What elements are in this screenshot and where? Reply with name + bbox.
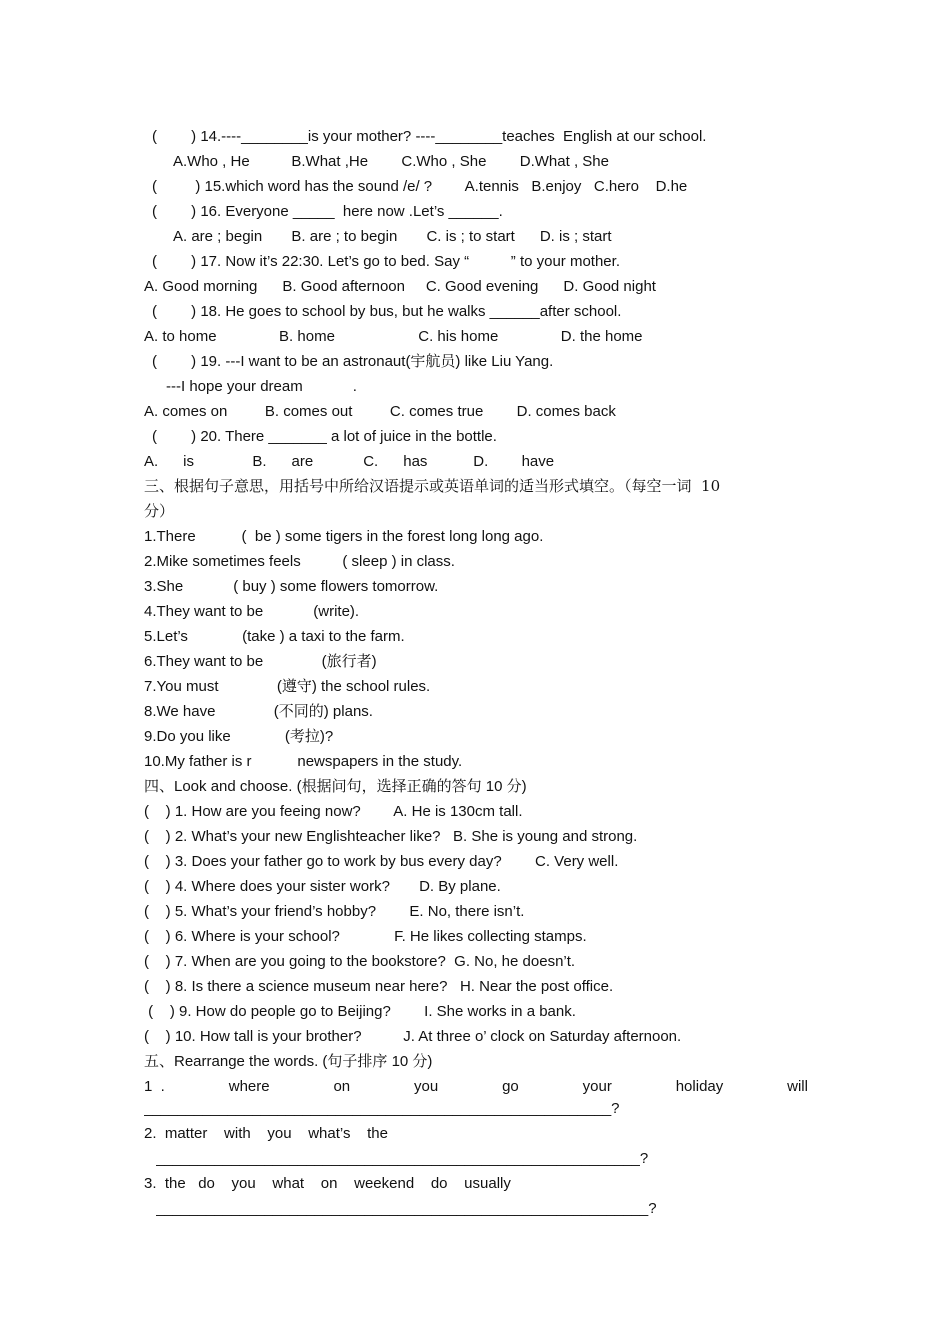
word: 1 . — [144, 1078, 165, 1095]
match-item: ( ) 2. What’s your new Englishteacher like? B. She is young and strong. — [144, 828, 638, 845]
question-20-options: A. is B. are C. has D. have — [144, 453, 555, 470]
match-item: ( ) 9. How do people go to Beijing? I. She works in a bank. — [144, 1003, 576, 1020]
question-19-options: A. comes on B. comes out C. comes true D. comes back — [144, 403, 616, 420]
word: where — [228, 1078, 270, 1095]
question-17-options: A. Good morning B. Good afternoon C. Good evening D. Good night — [144, 278, 656, 295]
match-item: ( ) 4. Where does your sister work? D. By plane. — [144, 878, 501, 895]
word: your — [582, 1078, 612, 1095]
word: holiday — [675, 1078, 724, 1095]
question-20: ( ) 20. There _______ a lot of juice in the bottle. — [152, 428, 497, 445]
answer-line[interactable]: __________________________________________________________? — [156, 1150, 649, 1167]
question-14-options: A.Who , He B.What ,He C.Who , She D.What , She — [173, 153, 609, 170]
question-19-response: ---I hope your dream . — [166, 378, 357, 395]
fill-item: 9.Do you like (考拉)? — [144, 728, 334, 745]
answer-line[interactable]: ________________________________________________________? — [144, 1100, 620, 1117]
fill-item: 10.My father is r newspapers in the study. — [144, 753, 463, 770]
question-14: ( ) 14.----________is your mother? ----________teaches English at our school. — [152, 128, 707, 145]
word: will — [787, 1078, 808, 1095]
fill-item: 2.Mike sometimes feels ( sleep ) in class. — [144, 553, 455, 570]
match-item: ( ) 10. How tall is your brother? J. At three o’ clock on Saturday afternoon. — [144, 1028, 682, 1045]
match-item: ( ) 7. When are you going to the bookstore? G. No, he doesn’t. — [144, 953, 576, 970]
question-16-options: A. are ; begin B. are ; to begin C. is ; to start D. is ; start — [173, 228, 612, 245]
rearrange-2-words: 2. matter with you what’s the — [144, 1125, 388, 1142]
section-4-title: 四、Look and choose. (根据问句，选择正确的答句 10 分) — [144, 778, 527, 795]
question-19: ( ) 19. ---I want to be an astronaut(宇航员) like Liu Yang. — [152, 353, 554, 370]
question-16: ( ) 16. Everyone _____ here now .Let’s ______. — [152, 203, 503, 220]
section-3-title-cont: 分） — [144, 502, 175, 520]
section-3-title: 三、根据句子意思，用括号中所给汉语提示或英语单词的适当形式填空。（每空一词 10 — [144, 477, 721, 495]
match-item: ( ) 6. Where is your school? F. He likes collecting stamps. — [144, 928, 587, 945]
word: you — [414, 1078, 439, 1095]
fill-item: 4.They want to be (write). — [144, 603, 360, 620]
rearrange-3-words: 3. the do you what on weekend do usually — [144, 1175, 511, 1192]
answer-line[interactable]: ___________________________________________________________? — [156, 1200, 657, 1217]
match-item: ( ) 3. Does your father go to work by bus every day? C. Very well. — [144, 853, 619, 870]
question-18: ( ) 18. He goes to school by bus, but he walks ______after school. — [152, 303, 622, 320]
question-17: ( ) 17. Now it’s 22:30. Let’s go to bed. Say “ ” to your mother. — [152, 253, 620, 270]
match-item: ( ) 8. Is there a science museum near here? H. Near the post office. — [144, 978, 614, 995]
question-18-options: A. to home B. home C. his home D. the home — [144, 328, 643, 345]
fill-item: 1.There ( be ) some tigers in the forest long long ago. — [144, 528, 544, 545]
word: go — [502, 1078, 519, 1095]
fill-item: 6.They want to be (旅行者) — [144, 653, 377, 670]
fill-item: 5.Let’s (take ) a taxi to the farm. — [144, 628, 405, 645]
match-item: ( ) 5. What’s your friend’s hobby? E. No, there isn’t. — [144, 903, 525, 920]
word: on — [333, 1078, 351, 1095]
fill-item: 8.We have (不同的) plans. — [144, 703, 373, 720]
question-15: ( ) 15.which word has the sound /e/ ? A.tennis B.enjoy C.hero D.he — [152, 178, 688, 195]
fill-item: 7.You must (遵守) the school rules. — [144, 678, 431, 695]
fill-item: 3.She ( buy ) some flowers tomorrow. — [144, 578, 439, 595]
section-5-title: 五、Rearrange the words. (句子排序 10 分) — [144, 1053, 433, 1070]
match-item: ( ) 1. How are you feeing now? A. He is 130cm tall. — [144, 803, 523, 820]
